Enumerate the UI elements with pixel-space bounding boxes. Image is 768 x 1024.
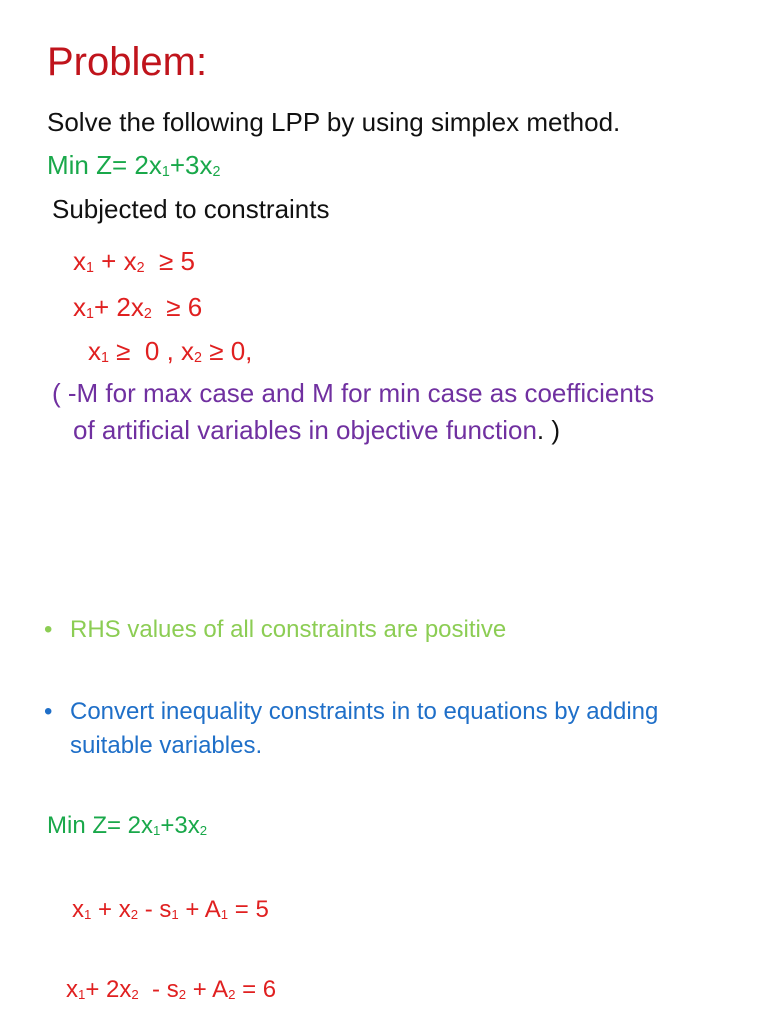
equation-text: = 5: [228, 896, 269, 923]
constraint-text: x: [88, 336, 101, 366]
note-line-1: ( -M for max case and M for min case as coefficients: [52, 378, 655, 408]
note-text: of artificial variables in objective function: [73, 415, 537, 445]
constraint-text: + 2x: [93, 292, 144, 322]
constraint-text: ≥ 0 , x: [108, 336, 195, 366]
subscript: 1: [84, 906, 92, 922]
subscript: 2: [212, 164, 221, 181]
subscript: 2: [194, 350, 202, 367]
subscript: 2: [178, 986, 187, 1002]
subscript: 2: [199, 822, 208, 838]
equation-text: + A: [186, 976, 229, 1003]
problem-statement: Solve the following LPP by using simplex method.: [47, 107, 621, 137]
bullet-rhs-positive: [44, 618, 506, 642]
constraint-2: [73, 294, 202, 321]
equation-text: x: [72, 896, 84, 923]
objective-text: +3x: [160, 812, 200, 839]
equation-text: - s: [138, 976, 179, 1003]
equation-text: x: [66, 976, 78, 1003]
subscript: 1: [86, 260, 94, 277]
subscript: 2: [228, 986, 236, 1002]
non-negativity-constraint: [88, 338, 252, 365]
equation-2: [66, 978, 276, 1002]
subscript: 1: [220, 906, 229, 922]
equation-text: + 2x: [85, 976, 132, 1003]
equation-text: = 6: [235, 976, 277, 1003]
bullet-text: RHS values of all constraints are positive: [70, 616, 507, 643]
bullet-icon: •: [44, 698, 53, 725]
objective-function-restated: [47, 814, 207, 838]
bullet-convert-inequalities: [44, 700, 658, 724]
subscript: 2: [131, 986, 139, 1002]
objective-text: +3x: [169, 150, 213, 180]
equation-1: [72, 898, 269, 922]
constraint-text: x: [73, 292, 86, 322]
bullet-text: Convert inequality constraints in to equations by adding: [70, 698, 659, 725]
constraint-text: ≥ 0,: [201, 336, 253, 366]
objective-text: Min Z= 2x: [47, 150, 162, 180]
objective-text: Min Z= 2x: [47, 812, 154, 839]
equation-text: + x: [91, 896, 131, 923]
page-title: Problem:: [47, 40, 208, 84]
subscript: 2: [136, 260, 145, 277]
note-line-2: [73, 417, 560, 443]
subscript: 1: [78, 986, 86, 1002]
constraint-text: ≥ 6: [151, 292, 203, 322]
bullet-icon: •: [44, 616, 53, 643]
subscript: 1: [101, 350, 109, 367]
equation-text: + A: [178, 896, 221, 923]
bullet-text-continuation: suitable variables.: [70, 732, 263, 759]
constraint-text: ≥ 5: [144, 246, 195, 276]
subscript: 1: [161, 164, 170, 181]
subscript: 1: [171, 906, 179, 922]
constraint-text: + x: [93, 246, 137, 276]
objective-function: [47, 152, 220, 179]
subscript: 2: [143, 306, 152, 323]
subscript: 2: [130, 906, 139, 922]
constraint-text: x: [73, 246, 86, 276]
constraint-1: [73, 248, 195, 275]
subscript: 1: [153, 822, 161, 838]
subscript: 1: [86, 306, 94, 323]
note-closing: . ): [536, 415, 561, 445]
equation-text: - s: [138, 896, 172, 923]
constraints-heading: Subjected to constraints: [52, 194, 330, 224]
